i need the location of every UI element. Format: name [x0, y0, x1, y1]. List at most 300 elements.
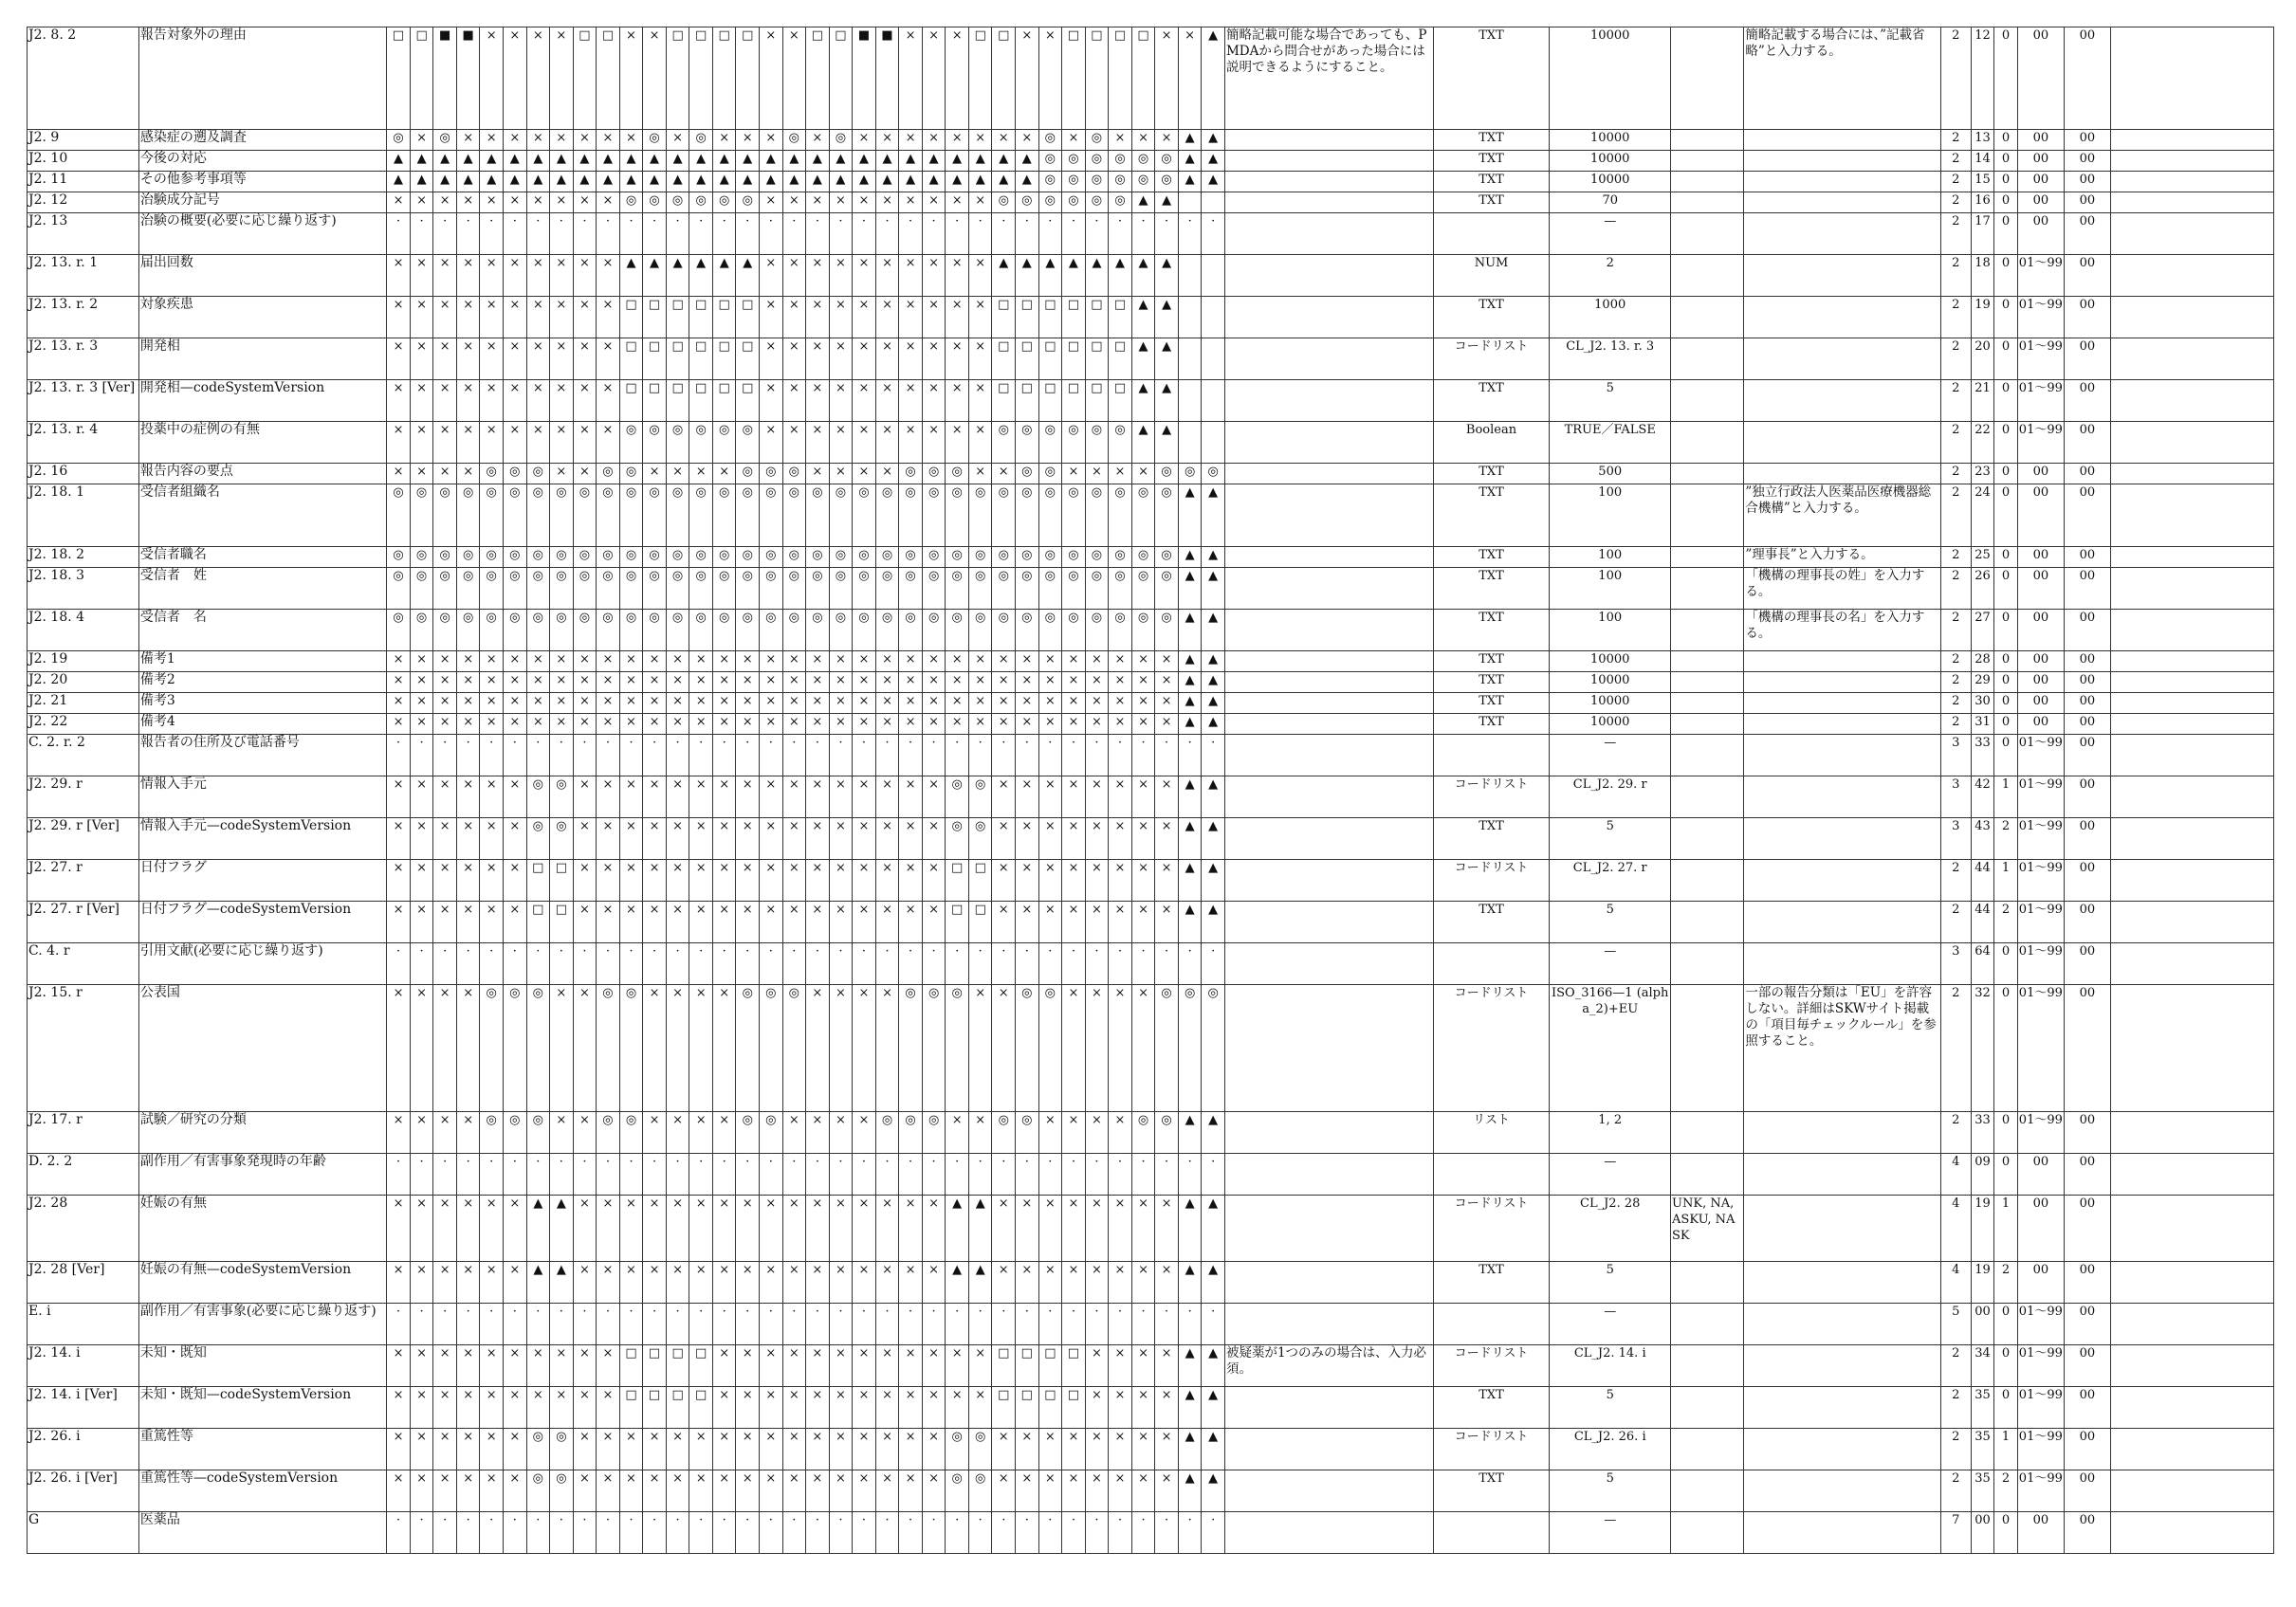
category-mark-cell: ◎ [666, 192, 689, 213]
category-mark-cell: × [875, 464, 899, 484]
null-flavor-cell [1671, 735, 1744, 776]
category-mark-cell: × [853, 1387, 876, 1429]
code-c-cell: 0 [1994, 172, 2018, 192]
category-mark-cell: □ [992, 380, 1016, 422]
category-mark-cell: × [1131, 693, 1155, 714]
blank-cell [2110, 213, 2273, 255]
category-mark-cell: × [619, 714, 643, 735]
category-mark-cell: · [1109, 1154, 1132, 1196]
category-mark-cell: · [968, 1512, 992, 1554]
category-mark-cell: × [1085, 776, 1109, 818]
category-mark-cell: × [1131, 1470, 1155, 1512]
null-flavor-cell [1671, 547, 1744, 568]
category-mark-cell: ▲ [1038, 255, 1062, 297]
category-mark-cell: · [666, 1512, 689, 1554]
code-b-cell: 33 [1971, 1112, 1994, 1154]
category-mark-cell: × [1155, 860, 1179, 902]
category-mark-cell: × [853, 130, 876, 151]
category-mark-cell: × [875, 1387, 899, 1429]
category-mark-cell: · [1155, 1512, 1179, 1554]
category-mark-cell: ◎ [480, 1112, 504, 1154]
category-mark-cell: × [1085, 1387, 1109, 1429]
category-mark-cell: × [689, 1429, 713, 1470]
category-mark-cell: · [573, 1512, 597, 1554]
category-mark-cell: × [480, 297, 504, 338]
code-b-cell: 44 [1971, 902, 1994, 943]
category-mark-cell: × [829, 1112, 853, 1154]
category-mark-cell: ◎ [1062, 422, 1086, 464]
code-d-cell: 01～99 [2017, 1112, 2064, 1154]
null-flavor-cell [1671, 1112, 1744, 1154]
category-mark-cell: ▲ [456, 151, 480, 172]
category-mark-cell: ◎ [736, 1112, 760, 1154]
category-mark-cell: · [526, 213, 550, 255]
max-length-cell: 10000 [1550, 172, 1671, 192]
category-mark-cell: ◎ [1202, 464, 1225, 484]
category-mark-cell: × [736, 776, 760, 818]
category-mark-cell: × [597, 693, 620, 714]
category-mark-cell: ◎ [619, 610, 643, 651]
category-mark-cell: ▲ [433, 151, 457, 172]
category-mark-cell: × [1109, 130, 1132, 151]
description-cell [1224, 338, 1433, 380]
category-mark-cell: ◎ [504, 1112, 527, 1154]
category-mark-cell: ◎ [968, 1470, 992, 1512]
category-mark-cell: × [712, 860, 736, 902]
category-mark-cell: × [643, 651, 667, 672]
code-e-cell: 00 [2064, 568, 2110, 610]
data-type-cell: TXT [1433, 297, 1550, 338]
blank-cell [2110, 151, 2273, 172]
category-mark-cell: × [480, 422, 504, 464]
category-mark-cell: × [666, 985, 689, 1112]
item-name-cell: 妊娠の有無—codeSystemVersion [138, 1262, 386, 1304]
category-mark-cell: ◎ [806, 547, 830, 568]
category-mark-cell: □ [666, 1345, 689, 1387]
category-mark-cell: × [899, 902, 923, 943]
category-mark-cell: × [712, 818, 736, 860]
description-cell: 簡略記載可能な場合であっても、PMDAから問合せがあった場合には説明できるようにすること。 [1224, 27, 1433, 130]
category-mark-cell: · [1016, 943, 1039, 985]
remarks-cell [1744, 464, 1940, 484]
category-mark-cell: ▲ [1178, 484, 1202, 547]
category-mark-cell: × [410, 130, 433, 151]
category-mark-cell: × [1038, 651, 1062, 672]
category-mark-cell: ◎ [1155, 568, 1179, 610]
category-mark-cell: · [573, 1154, 597, 1196]
category-mark-cell: ▲ [1131, 192, 1155, 213]
max-length-cell: — [1550, 1512, 1671, 1554]
item-id-cell: J2. 13. r. 3 [28, 338, 139, 380]
category-mark-cell: × [1109, 672, 1132, 693]
category-mark-cell: ◎ [504, 484, 527, 547]
category-mark-cell: ◎ [410, 484, 433, 547]
category-mark-cell: × [504, 130, 527, 151]
remarks-cell [1744, 172, 1940, 192]
code-b-cell: 12 [1971, 27, 1994, 130]
category-mark-cell: · [433, 213, 457, 255]
category-mark-cell: ◎ [782, 464, 806, 484]
category-mark-cell: × [806, 672, 830, 693]
category-mark-cell: × [1038, 1196, 1062, 1262]
category-mark-cell: × [504, 1196, 527, 1262]
category-mark-cell: × [597, 192, 620, 213]
category-mark-cell: · [1038, 943, 1062, 985]
category-mark-cell: × [619, 902, 643, 943]
category-mark-cell: × [712, 714, 736, 735]
category-mark-cell: × [456, 985, 480, 1112]
code-c-cell: 1 [1994, 1196, 2018, 1262]
null-flavor-cell [1671, 27, 1744, 130]
blank-cell [2110, 985, 2273, 1112]
category-mark-cell: ◎ [806, 568, 830, 610]
category-mark-cell: □ [689, 338, 713, 380]
null-flavor-cell [1671, 422, 1744, 464]
category-mark-cell: × [853, 693, 876, 714]
category-mark-cell: × [1109, 693, 1132, 714]
category-mark-cell: ◎ [1016, 192, 1039, 213]
category-mark-cell: × [387, 297, 411, 338]
code-c-cell: 0 [1994, 985, 2018, 1112]
category-mark-cell: ▲ [1085, 255, 1109, 297]
category-mark-cell: × [829, 1470, 853, 1512]
category-mark-cell: ◎ [875, 568, 899, 610]
category-mark-cell: · [1038, 1512, 1062, 1554]
category-mark-cell: × [456, 672, 480, 693]
category-mark-cell: · [736, 1154, 760, 1196]
category-mark-cell: × [1062, 651, 1086, 672]
code-c-cell: 0 [1994, 297, 2018, 338]
category-mark-cell: ◎ [1155, 151, 1179, 172]
category-mark-cell: × [410, 985, 433, 1112]
category-mark-cell: ◎ [712, 568, 736, 610]
category-mark-cell: ◎ [643, 568, 667, 610]
category-mark-cell: · [597, 1304, 620, 1345]
category-mark-cell: × [968, 380, 992, 422]
category-mark-cell: × [433, 1112, 457, 1154]
category-mark-cell: × [782, 1387, 806, 1429]
category-mark-cell: ◎ [480, 464, 504, 484]
category-mark-cell: · [736, 213, 760, 255]
category-mark-cell: × [643, 27, 667, 130]
table-row [28, 380, 2274, 422]
category-mark-cell: □ [550, 860, 574, 902]
remarks-cell [1744, 1387, 1940, 1429]
category-mark-cell: × [526, 714, 550, 735]
category-mark-cell: × [806, 338, 830, 380]
code-e-cell: 00 [2064, 1512, 2110, 1554]
item-id-cell: J2. 29. r [Ver] [28, 818, 139, 860]
category-mark-cell: ◎ [1155, 464, 1179, 484]
category-mark-cell [1202, 255, 1225, 297]
category-mark-cell: ◎ [712, 484, 736, 547]
table-row [28, 192, 2274, 213]
item-name-cell: 未知・既知 [138, 1345, 386, 1387]
category-mark-cell: · [619, 943, 643, 985]
category-mark-cell: × [433, 714, 457, 735]
code-c-cell: 0 [1994, 255, 2018, 297]
category-mark-cell: × [573, 902, 597, 943]
category-mark-cell: ◎ [782, 130, 806, 151]
remarks-cell [1744, 338, 1940, 380]
category-mark-cell: ▲ [550, 151, 574, 172]
description-cell [1224, 568, 1433, 610]
category-mark-cell: × [504, 693, 527, 714]
category-mark-cell: × [992, 464, 1016, 484]
category-mark-cell: × [760, 714, 783, 735]
category-mark-cell: · [806, 213, 830, 255]
category-mark-cell: × [1109, 651, 1132, 672]
category-mark-cell: □ [712, 380, 736, 422]
category-mark-cell: × [597, 297, 620, 338]
blank-cell [2110, 1512, 2273, 1554]
code-d-cell: 00 [2017, 693, 2064, 714]
category-mark-cell: × [875, 1345, 899, 1387]
code-d-cell: 01～99 [2017, 943, 2064, 985]
category-mark-cell: × [829, 693, 853, 714]
category-mark-cell: · [806, 1512, 830, 1554]
category-mark-cell: ◎ [526, 776, 550, 818]
category-mark-cell: × [480, 1262, 504, 1304]
category-mark-cell: ▲ [1202, 1429, 1225, 1470]
category-mark-cell: × [992, 776, 1016, 818]
category-mark-cell: × [946, 422, 969, 464]
category-mark-cell: ▲ [666, 255, 689, 297]
code-a-cell: 2 [1940, 1345, 1971, 1387]
category-mark-cell: × [1131, 672, 1155, 693]
category-mark-cell: × [456, 130, 480, 151]
category-mark-cell: × [456, 860, 480, 902]
category-mark-cell: ◎ [410, 568, 433, 610]
category-mark-cell: × [456, 714, 480, 735]
category-mark-cell: □ [1016, 380, 1039, 422]
data-type-cell: TXT [1433, 1470, 1550, 1512]
category-mark-cell: × [1016, 1470, 1039, 1512]
max-length-cell: 10000 [1550, 693, 1671, 714]
category-mark-cell: × [760, 902, 783, 943]
item-id-cell: J2. 18. 1 [28, 484, 139, 547]
code-c-cell: 0 [1994, 484, 2018, 547]
category-mark-cell: ▲ [1131, 338, 1155, 380]
category-mark-cell: ▲ [1202, 714, 1225, 735]
category-mark-cell: ◎ [712, 610, 736, 651]
code-a-cell: 4 [1940, 1262, 1971, 1304]
category-mark-cell: ▲ [643, 255, 667, 297]
item-name-cell: 備考1 [138, 651, 386, 672]
category-mark-cell: × [946, 651, 969, 672]
max-length-cell: 1, 2 [1550, 1112, 1671, 1154]
category-mark-cell: × [573, 651, 597, 672]
category-mark-cell: × [387, 1262, 411, 1304]
category-mark-cell: × [550, 985, 574, 1112]
code-a-cell: 2 [1940, 213, 1971, 255]
category-mark-cell: × [410, 380, 433, 422]
category-mark-cell: × [689, 860, 713, 902]
category-mark-cell: × [1016, 27, 1039, 130]
category-mark-cell: × [782, 1429, 806, 1470]
category-mark-cell: × [410, 1387, 433, 1429]
code-a-cell: 2 [1940, 151, 1971, 172]
category-mark-cell: ◎ [480, 985, 504, 1112]
category-mark-cell: × [782, 297, 806, 338]
data-type-cell [1433, 1512, 1550, 1554]
category-mark-cell: ▲ [736, 172, 760, 192]
category-mark-cell: □ [1131, 27, 1155, 130]
category-mark-cell: · [504, 943, 527, 985]
code-b-cell: 33 [1971, 735, 1994, 776]
category-mark-cell: · [1131, 1512, 1155, 1554]
category-mark-cell: × [712, 1470, 736, 1512]
category-mark-cell: × [1155, 818, 1179, 860]
blank-cell [2110, 338, 2273, 380]
category-mark-cell: ▲ [946, 172, 969, 192]
category-mark-cell: × [433, 192, 457, 213]
category-mark-cell: × [1131, 1429, 1155, 1470]
category-mark-cell: □ [666, 1387, 689, 1429]
category-mark-cell: × [666, 1196, 689, 1262]
category-mark-cell: ◎ [689, 568, 713, 610]
category-mark-cell: ◎ [922, 985, 946, 1112]
item-id-cell: J2. 29. r [28, 776, 139, 818]
category-mark-cell: × [433, 297, 457, 338]
category-mark-cell: × [1085, 1470, 1109, 1512]
category-mark-cell: × [689, 1470, 713, 1512]
category-mark-cell: ◎ [1016, 610, 1039, 651]
category-mark-cell: × [946, 380, 969, 422]
category-mark-cell: □ [666, 338, 689, 380]
category-mark-cell: · [666, 1154, 689, 1196]
category-mark-cell: ▲ [1131, 297, 1155, 338]
category-mark-cell: ◎ [760, 484, 783, 547]
item-id-cell: J2. 26. i [Ver] [28, 1470, 139, 1512]
category-mark-cell: ▲ [643, 151, 667, 172]
category-mark-cell: × [410, 902, 433, 943]
category-mark-cell: · [782, 213, 806, 255]
item-id-cell: J2. 14. i [28, 1345, 139, 1387]
category-mark-cell: × [760, 1345, 783, 1387]
category-mark-cell: · [480, 735, 504, 776]
category-mark-cell: × [550, 192, 574, 213]
category-mark-cell: × [760, 130, 783, 151]
category-mark-cell: ◎ [526, 610, 550, 651]
category-mark-cell: × [387, 1387, 411, 1429]
category-mark-cell: × [992, 130, 1016, 151]
category-mark-cell: × [573, 818, 597, 860]
category-mark-cell: × [875, 860, 899, 902]
category-mark-cell: ◎ [1131, 151, 1155, 172]
category-mark-cell: · [643, 943, 667, 985]
category-mark-cell: × [597, 902, 620, 943]
category-mark-cell: × [480, 818, 504, 860]
category-mark-cell: ▲ [1202, 902, 1225, 943]
blank-cell [2110, 1345, 2273, 1387]
code-c-cell: 0 [1994, 610, 2018, 651]
category-mark-cell: × [968, 1387, 992, 1429]
category-mark-cell: × [504, 902, 527, 943]
category-mark-cell: □ [643, 1387, 667, 1429]
item-name-cell: 副作用／有害事象発現時の年齢 [138, 1154, 386, 1196]
category-mark-cell: × [829, 255, 853, 297]
category-mark-cell: × [875, 818, 899, 860]
code-b-cell: 13 [1971, 130, 1994, 151]
category-mark-cell: ◎ [946, 484, 969, 547]
category-mark-cell: × [1109, 1345, 1132, 1387]
code-b-cell: 29 [1971, 672, 1994, 693]
category-mark-cell: × [736, 1429, 760, 1470]
category-mark-cell: ◎ [1131, 547, 1155, 568]
table-row [28, 568, 2274, 610]
item-id-cell: J2. 12 [28, 192, 139, 213]
category-mark-cell: ▲ [526, 151, 550, 172]
code-c-cell: 0 [1994, 693, 2018, 714]
category-mark-cell: × [666, 714, 689, 735]
category-mark-cell: × [853, 338, 876, 380]
category-mark-cell: ■ [875, 27, 899, 130]
category-mark-cell: ◎ [619, 547, 643, 568]
category-mark-cell: ◎ [736, 568, 760, 610]
category-mark-cell: × [782, 1470, 806, 1512]
category-mark-cell: · [760, 1304, 783, 1345]
code-c-cell: 0 [1994, 27, 2018, 130]
category-mark-cell: × [387, 902, 411, 943]
category-mark-cell: · [597, 735, 620, 776]
item-id-cell: J2. 21 [28, 693, 139, 714]
category-mark-cell: ◎ [922, 464, 946, 484]
table-row [28, 902, 2274, 943]
category-mark-cell: × [526, 380, 550, 422]
category-mark-cell: × [946, 1112, 969, 1154]
category-mark-cell: ◎ [1062, 610, 1086, 651]
category-mark-cell: × [782, 1262, 806, 1304]
remarks-cell [1744, 735, 1940, 776]
category-mark-cell: ◎ [1131, 568, 1155, 610]
code-c-cell: 1 [1994, 860, 2018, 902]
item-name-cell: 試験／研究の分類 [138, 1112, 386, 1154]
category-mark-cell: · [853, 1304, 876, 1345]
category-mark-cell: · [597, 1154, 620, 1196]
category-mark-cell: · [433, 1304, 457, 1345]
category-mark-cell: ◎ [922, 568, 946, 610]
category-mark-cell: × [573, 1429, 597, 1470]
category-mark-cell: × [1155, 902, 1179, 943]
null-flavor-cell [1671, 1429, 1744, 1470]
category-mark-cell: · [992, 735, 1016, 776]
category-mark-cell: ◎ [968, 818, 992, 860]
category-mark-cell: × [853, 1429, 876, 1470]
data-type-cell: TXT [1433, 1387, 1550, 1429]
category-mark-cell: ▲ [1131, 255, 1155, 297]
category-mark-cell: ◎ [619, 985, 643, 1112]
category-mark-cell: × [410, 1470, 433, 1512]
code-e-cell: 00 [2064, 192, 2110, 213]
category-mark-cell: ▲ [1178, 1429, 1202, 1470]
category-mark-cell: × [573, 985, 597, 1112]
category-mark-cell: × [433, 1429, 457, 1470]
category-mark-cell: ◎ [1038, 568, 1062, 610]
category-mark-cell: ◎ [550, 484, 574, 547]
category-mark-cell: × [689, 464, 713, 484]
category-mark-cell: × [387, 1112, 411, 1154]
table-row [28, 1112, 2274, 1154]
data-type-cell: TXT [1433, 192, 1550, 213]
category-mark-cell: ▲ [992, 255, 1016, 297]
category-mark-cell: ◎ [946, 1429, 969, 1470]
category-mark-cell: □ [946, 902, 969, 943]
data-type-cell: コードリスト [1433, 338, 1550, 380]
category-mark-cell: □ [643, 1345, 667, 1387]
data-type-cell: TXT [1433, 547, 1550, 568]
category-mark-cell: × [829, 818, 853, 860]
